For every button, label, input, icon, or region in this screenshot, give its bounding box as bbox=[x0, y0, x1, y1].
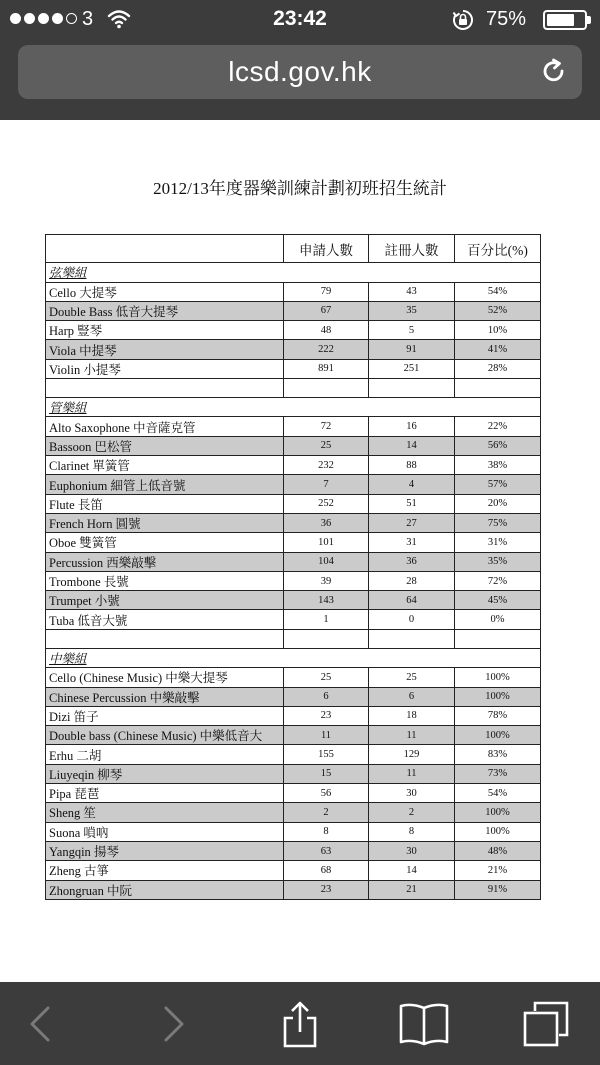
rotation-lock-icon bbox=[452, 9, 474, 31]
registered-count-cell: 28 bbox=[369, 571, 455, 590]
table-row bbox=[46, 764, 541, 783]
table-row bbox=[46, 417, 541, 436]
table-row bbox=[46, 745, 541, 764]
instrument-cell: Cello (Chinese Music) 中樂大提琴 bbox=[46, 668, 284, 687]
percent-cell: 72% bbox=[455, 571, 541, 590]
registered-count-cell: 35 bbox=[369, 301, 455, 320]
group-heading-row bbox=[46, 397, 541, 417]
battery-level-fill bbox=[547, 14, 574, 26]
group-heading: 弦樂組 bbox=[46, 263, 541, 283]
registered-count-cell: 64 bbox=[369, 591, 455, 610]
applied-count-cell: 36 bbox=[284, 513, 369, 532]
table-row bbox=[46, 784, 541, 803]
table-row bbox=[46, 321, 541, 340]
table-row bbox=[46, 359, 541, 378]
percent-cell: 48% bbox=[455, 841, 541, 860]
instrument-cell: Oboe 雙簧管 bbox=[46, 533, 284, 552]
applied-count-cell: 72 bbox=[284, 417, 369, 436]
table-row bbox=[46, 706, 541, 725]
percent-cell: 91% bbox=[455, 880, 541, 899]
header-applied: 申請人數 bbox=[284, 235, 369, 263]
tabs-icon[interactable] bbox=[522, 1000, 570, 1048]
registered-count-cell: 88 bbox=[369, 456, 455, 475]
instrument-cell: Zhongruan 中阮 bbox=[46, 880, 284, 899]
signal-dot bbox=[66, 13, 77, 24]
applied-count-cell: 8 bbox=[284, 822, 369, 841]
document-title: 2012/13年度器樂訓練計劃初班招生統計 bbox=[153, 179, 447, 198]
reload-icon[interactable] bbox=[540, 58, 568, 86]
back-icon[interactable] bbox=[16, 1000, 64, 1048]
registered-count-cell: 8 bbox=[369, 822, 455, 841]
instrument-cell: Liuyeqin 柳琴 bbox=[46, 764, 284, 783]
header-registered: 註冊人數 bbox=[369, 235, 455, 263]
table-row bbox=[46, 282, 541, 301]
percent-cell: 45% bbox=[455, 591, 541, 610]
registered-count-cell: 2 bbox=[369, 803, 455, 822]
enrollment-table bbox=[45, 234, 541, 900]
group-heading-row bbox=[46, 648, 541, 668]
battery-percent: 75% bbox=[486, 8, 527, 30]
registered-count-cell: 11 bbox=[369, 764, 455, 783]
instrument-cell: Euphonium 細管上低音號 bbox=[46, 475, 284, 494]
percent-cell: 100% bbox=[455, 803, 541, 822]
percent-cell: 28% bbox=[455, 359, 541, 378]
battery-icon bbox=[543, 10, 591, 30]
percent-cell: 78% bbox=[455, 706, 541, 725]
percent-cell: 75% bbox=[455, 513, 541, 532]
applied-count-cell: 891 bbox=[284, 359, 369, 378]
applied-count-cell: 67 bbox=[284, 301, 369, 320]
instrument-cell: Alto Saxophone 中音薩克管 bbox=[46, 417, 284, 436]
table-header-row bbox=[46, 235, 541, 263]
instrument-cell: Double Bass 低音大提琴 bbox=[46, 301, 284, 320]
registered-count-cell: 6 bbox=[369, 687, 455, 706]
web-page bbox=[0, 120, 600, 982]
registered-count-cell: 14 bbox=[369, 861, 455, 880]
instrument-cell: French Horn 圓號 bbox=[46, 513, 284, 532]
table-row bbox=[46, 841, 541, 860]
instrument-cell: Clarinet 單簧管 bbox=[46, 456, 284, 475]
applied-count-cell: 1 bbox=[284, 610, 369, 629]
percent-cell: 100% bbox=[455, 726, 541, 745]
table-row bbox=[46, 475, 541, 494]
registered-count-cell: 16 bbox=[369, 417, 455, 436]
applied-count-cell: 6 bbox=[284, 687, 369, 706]
status-bar bbox=[0, 0, 600, 40]
instrument-cell: Yangqin 揚琴 bbox=[46, 841, 284, 860]
group-spacer-row bbox=[46, 629, 541, 648]
registered-count-cell: 251 bbox=[369, 359, 455, 378]
group-heading: 中樂組 bbox=[46, 648, 541, 668]
applied-count-cell: 222 bbox=[284, 340, 369, 359]
forward-icon[interactable] bbox=[150, 1000, 198, 1048]
percent-cell: 100% bbox=[455, 822, 541, 841]
percent-cell: 54% bbox=[455, 784, 541, 803]
url-bar[interactable] bbox=[18, 45, 582, 99]
registered-count-cell: 21 bbox=[369, 880, 455, 899]
table-row bbox=[46, 803, 541, 822]
percent-cell: 31% bbox=[455, 533, 541, 552]
table-row bbox=[46, 436, 541, 455]
instrument-cell: Tuba 低音大號 bbox=[46, 610, 284, 629]
instrument-cell: Trombone 長號 bbox=[46, 571, 284, 590]
applied-count-cell: 39 bbox=[284, 571, 369, 590]
applied-count-cell: 143 bbox=[284, 591, 369, 610]
percent-cell: 54% bbox=[455, 282, 541, 301]
group-heading-row bbox=[46, 263, 541, 283]
percent-cell: 100% bbox=[455, 687, 541, 706]
instrument-cell: Viola 中提琴 bbox=[46, 340, 284, 359]
applied-count-cell: 101 bbox=[284, 533, 369, 552]
table-row bbox=[46, 591, 541, 610]
applied-count-cell: 252 bbox=[284, 494, 369, 513]
table-row bbox=[46, 456, 541, 475]
table-row bbox=[46, 340, 541, 359]
applied-count-cell: 15 bbox=[284, 764, 369, 783]
table-row bbox=[46, 822, 541, 841]
applied-count-cell: 104 bbox=[284, 552, 369, 571]
applied-count-cell: 232 bbox=[284, 456, 369, 475]
applied-count-cell: 48 bbox=[284, 321, 369, 340]
percent-cell: 10% bbox=[455, 321, 541, 340]
instrument-cell: Percussion 西樂敲擊 bbox=[46, 552, 284, 571]
table-row bbox=[46, 513, 541, 532]
instrument-cell: Zheng 古箏 bbox=[46, 861, 284, 880]
instrument-cell: Flute 長笛 bbox=[46, 494, 284, 513]
table-row bbox=[46, 726, 541, 745]
percent-cell: 73% bbox=[455, 764, 541, 783]
signal-dot bbox=[38, 13, 49, 24]
table-row bbox=[46, 533, 541, 552]
percent-cell: 35% bbox=[455, 552, 541, 571]
table-row bbox=[46, 880, 541, 899]
browser-toolbar bbox=[0, 982, 600, 1065]
table-row bbox=[46, 571, 541, 590]
applied-count-cell: 68 bbox=[284, 861, 369, 880]
registered-count-cell: 0 bbox=[369, 610, 455, 629]
instrument-cell: Trumpet 小號 bbox=[46, 591, 284, 610]
applied-count-cell: 155 bbox=[284, 745, 369, 764]
instrument-cell: Dizi 笛子 bbox=[46, 706, 284, 725]
percent-cell: 41% bbox=[455, 340, 541, 359]
signal-dot bbox=[52, 13, 63, 24]
registered-count-cell: 4 bbox=[369, 475, 455, 494]
instrument-cell: Pipa 琵琶 bbox=[46, 784, 284, 803]
percent-cell: 0% bbox=[455, 610, 541, 629]
instrument-cell: Chinese Percussion 中樂敲擊 bbox=[46, 687, 284, 706]
bookmarks-icon[interactable] bbox=[398, 1000, 450, 1048]
applied-count-cell: 63 bbox=[284, 841, 369, 860]
applied-count-cell: 25 bbox=[284, 668, 369, 687]
percent-cell: 52% bbox=[455, 301, 541, 320]
registered-count-cell: 51 bbox=[369, 494, 455, 513]
registered-count-cell: 30 bbox=[369, 841, 455, 860]
browser-address-area bbox=[0, 40, 600, 120]
percent-cell: 56% bbox=[455, 436, 541, 455]
applied-count-cell: 25 bbox=[284, 436, 369, 455]
share-icon[interactable] bbox=[276, 1000, 324, 1048]
instrument-cell: Double bass (Chinese Music) 中樂低音大 bbox=[46, 726, 284, 745]
percent-cell: 83% bbox=[455, 745, 541, 764]
wifi-icon bbox=[107, 9, 131, 29]
registered-count-cell: 25 bbox=[369, 668, 455, 687]
table-row bbox=[46, 610, 541, 629]
percent-cell: 20% bbox=[455, 494, 541, 513]
signal-strength-icon bbox=[10, 13, 77, 24]
percent-cell: 57% bbox=[455, 475, 541, 494]
registered-count-cell: 14 bbox=[369, 436, 455, 455]
group-heading: 管樂組 bbox=[46, 397, 541, 417]
url-text[interactable]: lcsd.gov.hk bbox=[228, 56, 372, 87]
percent-cell: 21% bbox=[455, 861, 541, 880]
header-instrument bbox=[46, 235, 284, 263]
instrument-cell: Cello 大提琴 bbox=[46, 282, 284, 301]
registered-count-cell: 31 bbox=[369, 533, 455, 552]
instrument-cell: Bassoon 巴松管 bbox=[46, 436, 284, 455]
registered-count-cell: 5 bbox=[369, 321, 455, 340]
instrument-cell: Violin 小提琴 bbox=[46, 359, 284, 378]
applied-count-cell: 11 bbox=[284, 726, 369, 745]
registered-count-cell: 30 bbox=[369, 784, 455, 803]
registered-count-cell: 43 bbox=[369, 282, 455, 301]
table-row bbox=[46, 668, 541, 687]
registered-count-cell: 27 bbox=[369, 513, 455, 532]
instrument-cell: Suona 嗩吶 bbox=[46, 822, 284, 841]
registered-count-cell: 18 bbox=[369, 706, 455, 725]
table-row bbox=[46, 494, 541, 513]
signal-dot bbox=[10, 13, 21, 24]
table-body bbox=[46, 263, 541, 900]
signal-dot bbox=[24, 13, 35, 24]
applied-count-cell: 2 bbox=[284, 803, 369, 822]
group-spacer-row bbox=[46, 378, 541, 397]
registered-count-cell: 129 bbox=[369, 745, 455, 764]
applied-count-cell: 56 bbox=[284, 784, 369, 803]
instrument-cell: Erhu 二胡 bbox=[46, 745, 284, 764]
applied-count-cell: 79 bbox=[284, 282, 369, 301]
clock: 23:42 bbox=[273, 7, 327, 30]
percent-cell: 100% bbox=[455, 668, 541, 687]
applied-count-cell: 23 bbox=[284, 880, 369, 899]
instrument-cell: Harp 豎琴 bbox=[46, 321, 284, 340]
percent-cell: 38% bbox=[455, 456, 541, 475]
table-row bbox=[46, 687, 541, 706]
registered-count-cell: 11 bbox=[369, 726, 455, 745]
header-percent: 百分比(%) bbox=[455, 235, 541, 263]
table-row bbox=[46, 861, 541, 880]
table-row bbox=[46, 301, 541, 320]
applied-count-cell: 7 bbox=[284, 475, 369, 494]
enrollment-table-container bbox=[45, 234, 540, 900]
carrier-name: 3 bbox=[82, 8, 94, 30]
applied-count-cell: 23 bbox=[284, 706, 369, 725]
table-row bbox=[46, 552, 541, 571]
percent-cell: 22% bbox=[455, 417, 541, 436]
instrument-cell: Sheng 笙 bbox=[46, 803, 284, 822]
registered-count-cell: 36 bbox=[369, 552, 455, 571]
registered-count-cell: 91 bbox=[369, 340, 455, 359]
